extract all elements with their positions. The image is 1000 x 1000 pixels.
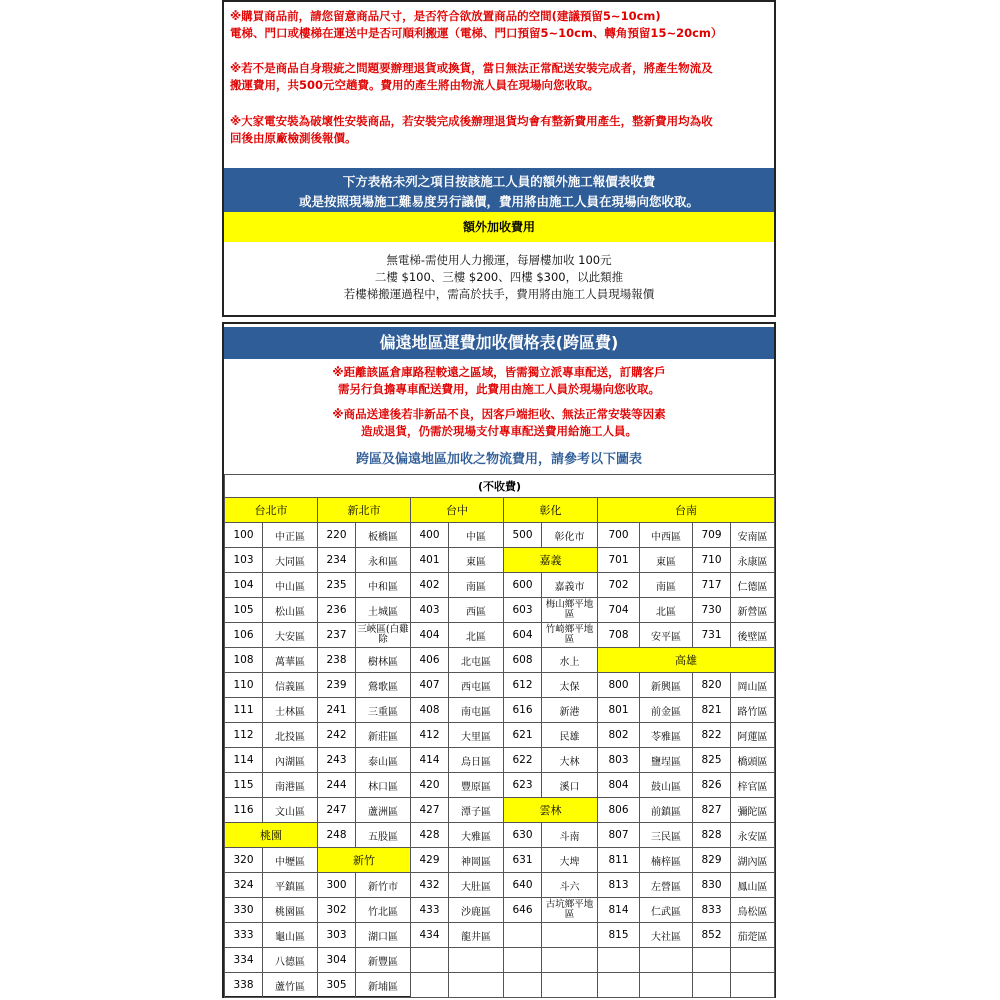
- district-name-cell: 北屯區: [449, 648, 504, 673]
- notice-text: 電梯、門口或樓梯在運送中是否可順利搬運（電梯、門口預留5~10cm、轉角預留15~20cm）: [230, 26, 723, 40]
- banner-text: 或是按照現場施工難易度另行議價，費用將由施工人員在現場向您收取。: [298, 194, 699, 209]
- district-name-cell: 豐原區: [449, 773, 504, 798]
- table-row: [225, 773, 775, 798]
- postal-code-cell: 303: [318, 923, 356, 948]
- table-row: [225, 923, 775, 948]
- postal-code-cell: 248: [318, 823, 356, 848]
- district-name-cell: 岡山區: [731, 673, 775, 698]
- postal-code-cell: [411, 948, 449, 973]
- remote-note-2: [224, 406, 774, 440]
- notice-text: 搬運費用，共500元空趟費。費用的產生將由物流人員在現場向您收取。: [230, 78, 600, 92]
- postal-code-cell: 612: [504, 673, 542, 698]
- postal-code-cell: 105: [225, 598, 263, 623]
- district-name-cell: 龜山區: [263, 923, 318, 948]
- postal-code-cell: [411, 973, 449, 998]
- notice-text: 需另行負擔專車配送費用，此費用由施工人員於現場向您收取。: [338, 382, 660, 396]
- district-name-cell: 松山區: [263, 598, 318, 623]
- district-name-cell: 北區: [640, 598, 693, 623]
- notice-text: ※商品送達後若非新品不良，因客戶端拒收、無法正常安裝等因素: [332, 407, 666, 421]
- district-name-cell: 平鎮區: [263, 873, 318, 898]
- district-name-cell: 太保: [542, 673, 598, 698]
- postal-code-cell: [598, 973, 640, 998]
- free-zone-label: (不收費): [225, 475, 775, 498]
- postal-code-cell: 646: [504, 898, 542, 923]
- remote-note-1: [224, 364, 774, 398]
- remote-subtitle: 跨區及偏遠地區加收之物流費用，請參考以下圖表: [355, 452, 642, 467]
- postal-code-cell: 704: [598, 598, 640, 623]
- postal-code-cell: 114: [225, 748, 263, 773]
- postal-code-cell: 800: [598, 673, 640, 698]
- postal-code-cell: 826: [693, 773, 731, 798]
- table-row: [225, 748, 775, 773]
- table-row: [225, 648, 775, 673]
- postal-code-cell: 236: [318, 598, 356, 623]
- postal-code-cell: 115: [225, 773, 263, 798]
- postal-code-cell: 833: [693, 898, 731, 923]
- district-name-cell: 林口區: [356, 773, 411, 798]
- district-name-cell: 南港區: [263, 773, 318, 798]
- postal-code-cell: 237: [318, 623, 356, 648]
- region-header-yunlin: 雲林: [504, 798, 598, 823]
- postal-code-cell: [598, 948, 640, 973]
- postal-code-cell: 401: [411, 548, 449, 573]
- table-row: [225, 673, 775, 698]
- postal-code-cell: 305: [318, 973, 356, 998]
- district-name-cell: 大肚區: [449, 873, 504, 898]
- postal-code-cell: 813: [598, 873, 640, 898]
- district-name-cell: 土城區: [356, 598, 411, 623]
- district-name-cell: 三峽區(白雞除: [356, 623, 411, 648]
- region-header-tainan: 台南: [598, 498, 775, 523]
- extra-fee-title: 額外加收費用: [224, 212, 774, 242]
- district-name-cell: 泰山區: [356, 748, 411, 773]
- postal-code-cell: 730: [693, 598, 731, 623]
- install-notice: [230, 113, 770, 147]
- postal-code-cell: 242: [318, 723, 356, 748]
- district-name-cell: 南屯區: [449, 698, 504, 723]
- district-name-cell: 龍井區: [449, 923, 504, 948]
- district-name-cell: 新豐區: [356, 948, 411, 973]
- district-name-cell: 新竹市: [356, 873, 411, 898]
- district-name-cell: 沙鹿區: [449, 898, 504, 923]
- postal-code-cell: 239: [318, 673, 356, 698]
- district-name-cell: 士林區: [263, 698, 318, 723]
- remote-fee-table: [224, 474, 775, 998]
- postal-code-cell: 338: [225, 973, 263, 998]
- district-name-cell: 斗六: [542, 873, 598, 898]
- postal-code-cell: 106: [225, 623, 263, 648]
- district-name-cell: 中正區: [263, 523, 318, 548]
- size-notice: [230, 8, 770, 42]
- postal-code-cell: [504, 923, 542, 948]
- district-name-cell: 溪口: [542, 773, 598, 798]
- notice-text: 回後由原廠檢測後報價。: [230, 131, 357, 145]
- district-name-cell: 中壢區: [263, 848, 318, 873]
- postal-code-cell: 104: [225, 573, 263, 598]
- postal-code-cell: 404: [411, 623, 449, 648]
- table-row: [225, 798, 775, 823]
- district-name-cell: 大安區: [263, 623, 318, 648]
- notice-text: ※若不是商品自身瑕疵之問題要辦理退貨或換貨，當日無法正常配送安裝完成者，將產生物流及: [230, 61, 713, 75]
- district-name-cell: 板橋區: [356, 523, 411, 548]
- district-name-cell: 中西區: [640, 523, 693, 548]
- region-header-taoyuan: 桃園: [225, 823, 318, 848]
- postal-code-cell: [504, 973, 542, 998]
- district-name-cell: 湖內區: [731, 848, 775, 873]
- district-name-cell: 鳥松區: [731, 898, 775, 923]
- district-name-cell: [542, 948, 598, 973]
- district-name-cell: 水上: [542, 648, 598, 673]
- table-row: [225, 698, 775, 723]
- table-row: [225, 573, 775, 598]
- district-name-cell: 鶯歌區: [356, 673, 411, 698]
- postal-code-cell: 220: [318, 523, 356, 548]
- district-name-cell: 前金區: [640, 698, 693, 723]
- district-name-cell: 樹林區: [356, 648, 411, 673]
- postal-code-cell: 827: [693, 798, 731, 823]
- postal-code-cell: 324: [225, 873, 263, 898]
- postal-code-cell: 603: [504, 598, 542, 623]
- postal-code-cell: 116: [225, 798, 263, 823]
- district-name-cell: 三民區: [640, 823, 693, 848]
- district-name-cell: 苓雅區: [640, 723, 693, 748]
- district-name-cell: 嘉義市: [542, 573, 598, 598]
- postal-code-cell: 852: [693, 923, 731, 948]
- return-notice: [230, 60, 770, 94]
- district-name-cell: 內湖區: [263, 748, 318, 773]
- postal-code-cell: 103: [225, 548, 263, 573]
- postal-code-cell: 621: [504, 723, 542, 748]
- postal-code-cell: 702: [598, 573, 640, 598]
- region-header-taichung: 台中: [411, 498, 504, 523]
- table-row: [225, 523, 775, 548]
- postal-code-cell: 828: [693, 823, 731, 848]
- postal-code-cell: 110: [225, 673, 263, 698]
- postal-code-cell: 701: [598, 548, 640, 573]
- postal-code-cell: 406: [411, 648, 449, 673]
- district-name-cell: 鼓山區: [640, 773, 693, 798]
- postal-code-cell: 235: [318, 573, 356, 598]
- postal-code-cell: 814: [598, 898, 640, 923]
- district-name-cell: 東區: [449, 548, 504, 573]
- remote-area-title: 偏遠地區運費加收價格表(跨區費): [224, 327, 774, 359]
- region-header-chiayi: 嘉義: [504, 548, 598, 573]
- district-name-cell: 中山區: [263, 573, 318, 598]
- postal-code-cell: 414: [411, 748, 449, 773]
- district-name-cell: 北投區: [263, 723, 318, 748]
- district-name-cell: 梅山鄉平地區: [542, 598, 598, 623]
- postal-code-cell: 815: [598, 923, 640, 948]
- district-name-cell: 新興區: [640, 673, 693, 698]
- district-name-cell: 新營區: [731, 598, 775, 623]
- postal-code-cell: 334: [225, 948, 263, 973]
- stairs-fee-text: [224, 252, 774, 303]
- region-header-new-taipei: 新北市: [318, 498, 411, 523]
- fee-line: 若樓梯搬運過程中，需高於扶手，費用將由施工人員現場報價: [343, 287, 655, 301]
- region-header-taipei: 台北市: [225, 498, 318, 523]
- district-name-cell: 仁德區: [731, 573, 775, 598]
- postal-code-cell: 630: [504, 823, 542, 848]
- table-row: [225, 948, 775, 973]
- table-row: [225, 723, 775, 748]
- postal-code-cell: 623: [504, 773, 542, 798]
- postal-code-cell: 429: [411, 848, 449, 873]
- postal-code-cell: 820: [693, 673, 731, 698]
- postal-code-cell: 403: [411, 598, 449, 623]
- postal-code-cell: 622: [504, 748, 542, 773]
- district-name-cell: 大林: [542, 748, 598, 773]
- postal-code-cell: 825: [693, 748, 731, 773]
- district-name-cell: 南區: [449, 573, 504, 598]
- fee-line: 二樓 $100、三樓 $200、四樓 $300，以此類推: [374, 270, 624, 284]
- postal-code-cell: 300: [318, 873, 356, 898]
- postal-code-cell: 830: [693, 873, 731, 898]
- postal-code-cell: 402: [411, 573, 449, 598]
- district-name-cell: [731, 948, 775, 973]
- district-name-cell: [449, 948, 504, 973]
- region-header-row: [225, 498, 775, 523]
- notice-text: 造成退貨，仍需於現場支付專車配送費用給施工人員。: [361, 424, 637, 438]
- postal-code-cell: 243: [318, 748, 356, 773]
- district-name-cell: [640, 973, 693, 998]
- district-name-cell: 永和區: [356, 548, 411, 573]
- postal-code-cell: 238: [318, 648, 356, 673]
- postal-code-cell: 320: [225, 848, 263, 873]
- district-name-cell: 萬華區: [263, 648, 318, 673]
- postal-code-cell: 428: [411, 823, 449, 848]
- table-row: [225, 623, 775, 648]
- extra-fee-banner: [224, 168, 774, 212]
- postal-code-cell: 803: [598, 748, 640, 773]
- district-name-cell: 蘆竹區: [263, 973, 318, 998]
- postal-code-cell: 241: [318, 698, 356, 723]
- postal-code-cell: 604: [504, 623, 542, 648]
- fee-line: 無電梯-需使用人力搬運，每層樓加收 100元: [386, 253, 612, 267]
- postal-code-cell: [504, 948, 542, 973]
- district-name-cell: 神岡區: [449, 848, 504, 873]
- district-name-cell: 梓官區: [731, 773, 775, 798]
- postal-code-cell: 234: [318, 548, 356, 573]
- postal-code-cell: 804: [598, 773, 640, 798]
- district-name-cell: 三重區: [356, 698, 411, 723]
- district-name-cell: 烏日區: [449, 748, 504, 773]
- postal-code-cell: 616: [504, 698, 542, 723]
- notice-text: ※購買商品前，請您留意商品尺寸，是否符合欲放置商品的空間(建議預留5~10cm): [230, 9, 661, 23]
- table-row: [225, 548, 775, 573]
- postal-code-cell: 400: [411, 523, 449, 548]
- table-row: [225, 598, 775, 623]
- district-name-cell: [542, 973, 598, 998]
- district-name-cell: 路竹區: [731, 698, 775, 723]
- district-name-cell: 北區: [449, 623, 504, 648]
- district-name-cell: [542, 923, 598, 948]
- postal-code-cell: 802: [598, 723, 640, 748]
- postal-code-cell: 330: [225, 898, 263, 923]
- postal-code-cell: 600: [504, 573, 542, 598]
- district-name-cell: 鳳山區: [731, 873, 775, 898]
- postal-code-cell: 731: [693, 623, 731, 648]
- notice-text: ※距離該區倉庫路程較遠之區域，皆需獨立派專車配送，訂購客戶: [332, 365, 666, 379]
- district-name-cell: 左營區: [640, 873, 693, 898]
- region-header-kaohsiung: 高雄: [598, 648, 775, 673]
- postal-code-cell: 407: [411, 673, 449, 698]
- postal-code-cell: [693, 948, 731, 973]
- postal-code-cell: 333: [225, 923, 263, 948]
- postal-code-cell: 302: [318, 898, 356, 923]
- district-name-cell: 彰化市: [542, 523, 598, 548]
- district-name-cell: 前鎮區: [640, 798, 693, 823]
- district-name-cell: 永康區: [731, 548, 775, 573]
- district-name-cell: 阿蓮區: [731, 723, 775, 748]
- district-name-cell: 永安區: [731, 823, 775, 848]
- postal-code-cell: 244: [318, 773, 356, 798]
- district-name-cell: 竹崎鄉平地區: [542, 623, 598, 648]
- district-name-cell: 安平區: [640, 623, 693, 648]
- postal-code-cell: 807: [598, 823, 640, 848]
- district-name-cell: 信義區: [263, 673, 318, 698]
- remote-area-panel: [222, 322, 776, 998]
- district-name-cell: 大里區: [449, 723, 504, 748]
- district-name-cell: 斗南: [542, 823, 598, 848]
- postal-code-cell: 412: [411, 723, 449, 748]
- district-name-cell: 安南區: [731, 523, 775, 548]
- district-name-cell: 八德區: [263, 948, 318, 973]
- postal-code-cell: 111: [225, 698, 263, 723]
- district-name-cell: 竹北區: [356, 898, 411, 923]
- district-name-cell: 新港: [542, 698, 598, 723]
- district-name-cell: 橋頭區: [731, 748, 775, 773]
- postal-code-cell: 806: [598, 798, 640, 823]
- postal-code-cell: [693, 973, 731, 998]
- notice-text: ※大家電安裝為破壞性安裝商品，若安裝完成後辦理退貨均會有整新費用產生，整新費用均為收: [230, 114, 713, 128]
- district-name-cell: 大社區: [640, 923, 693, 948]
- postal-code-cell: 247: [318, 798, 356, 823]
- district-name-cell: 西區: [449, 598, 504, 623]
- postal-code-cell: 710: [693, 548, 731, 573]
- shipping-notice-panel: [222, 0, 776, 317]
- banner-text: 下方表格未列之項目按該施工人員的額外施工報價表收費: [342, 174, 656, 189]
- postal-code-cell: 108: [225, 648, 263, 673]
- postal-code-cell: 801: [598, 698, 640, 723]
- postal-code-cell: 434: [411, 923, 449, 948]
- district-name-cell: [731, 973, 775, 998]
- postal-code-cell: 700: [598, 523, 640, 548]
- postal-code-cell: 608: [504, 648, 542, 673]
- district-name-cell: 蘆洲區: [356, 798, 411, 823]
- table-row: [225, 848, 775, 873]
- district-name-cell: 彌陀區: [731, 798, 775, 823]
- district-name-cell: 古坑鄉平地區: [542, 898, 598, 923]
- district-name-cell: 後壁區: [731, 623, 775, 648]
- table-row: [225, 973, 775, 998]
- postal-code-cell: 432: [411, 873, 449, 898]
- postal-code-cell: 408: [411, 698, 449, 723]
- region-header-hsinchu: 新竹: [318, 848, 411, 873]
- postal-code-cell: 420: [411, 773, 449, 798]
- district-name-cell: 仁武區: [640, 898, 693, 923]
- district-name-cell: 新埔區: [356, 973, 411, 998]
- district-name-cell: 民雄: [542, 723, 598, 748]
- region-header-changhua: 彰化: [504, 498, 598, 523]
- district-name-cell: 大雅區: [449, 823, 504, 848]
- district-name-cell: 五股區: [356, 823, 411, 848]
- postal-code-cell: 112: [225, 723, 263, 748]
- postal-code-cell: 717: [693, 573, 731, 598]
- district-name-cell: 茄萣區: [731, 923, 775, 948]
- district-name-cell: [449, 973, 504, 998]
- postal-code-cell: 708: [598, 623, 640, 648]
- postal-code-cell: 631: [504, 848, 542, 873]
- table-row: [225, 898, 775, 923]
- district-name-cell: 湖口區: [356, 923, 411, 948]
- district-name-cell: 新莊區: [356, 723, 411, 748]
- postal-code-cell: 821: [693, 698, 731, 723]
- postal-code-cell: 427: [411, 798, 449, 823]
- district-name-cell: 大同區: [263, 548, 318, 573]
- district-name-cell: 西屯區: [449, 673, 504, 698]
- postal-code-cell: 433: [411, 898, 449, 923]
- district-name-cell: 中區: [449, 523, 504, 548]
- postal-code-cell: 304: [318, 948, 356, 973]
- district-name-cell: 大埤: [542, 848, 598, 873]
- district-name-cell: 中和區: [356, 573, 411, 598]
- district-name-cell: 鹽埕區: [640, 748, 693, 773]
- district-name-cell: 東區: [640, 548, 693, 573]
- postal-code-cell: 640: [504, 873, 542, 898]
- district-name-cell: 文山區: [263, 798, 318, 823]
- postal-code-cell: 822: [693, 723, 731, 748]
- table-row: [225, 873, 775, 898]
- district-name-cell: [640, 948, 693, 973]
- district-name-cell: 楠梓區: [640, 848, 693, 873]
- postal-code-cell: 829: [693, 848, 731, 873]
- district-name-cell: 潭子區: [449, 798, 504, 823]
- district-name-cell: 桃園區: [263, 898, 318, 923]
- postal-code-cell: 709: [693, 523, 731, 548]
- postal-code-cell: 100: [225, 523, 263, 548]
- district-name-cell: 南區: [640, 573, 693, 598]
- table-row: [225, 823, 775, 848]
- postal-code-cell: 811: [598, 848, 640, 873]
- postal-code-cell: 500: [504, 523, 542, 548]
